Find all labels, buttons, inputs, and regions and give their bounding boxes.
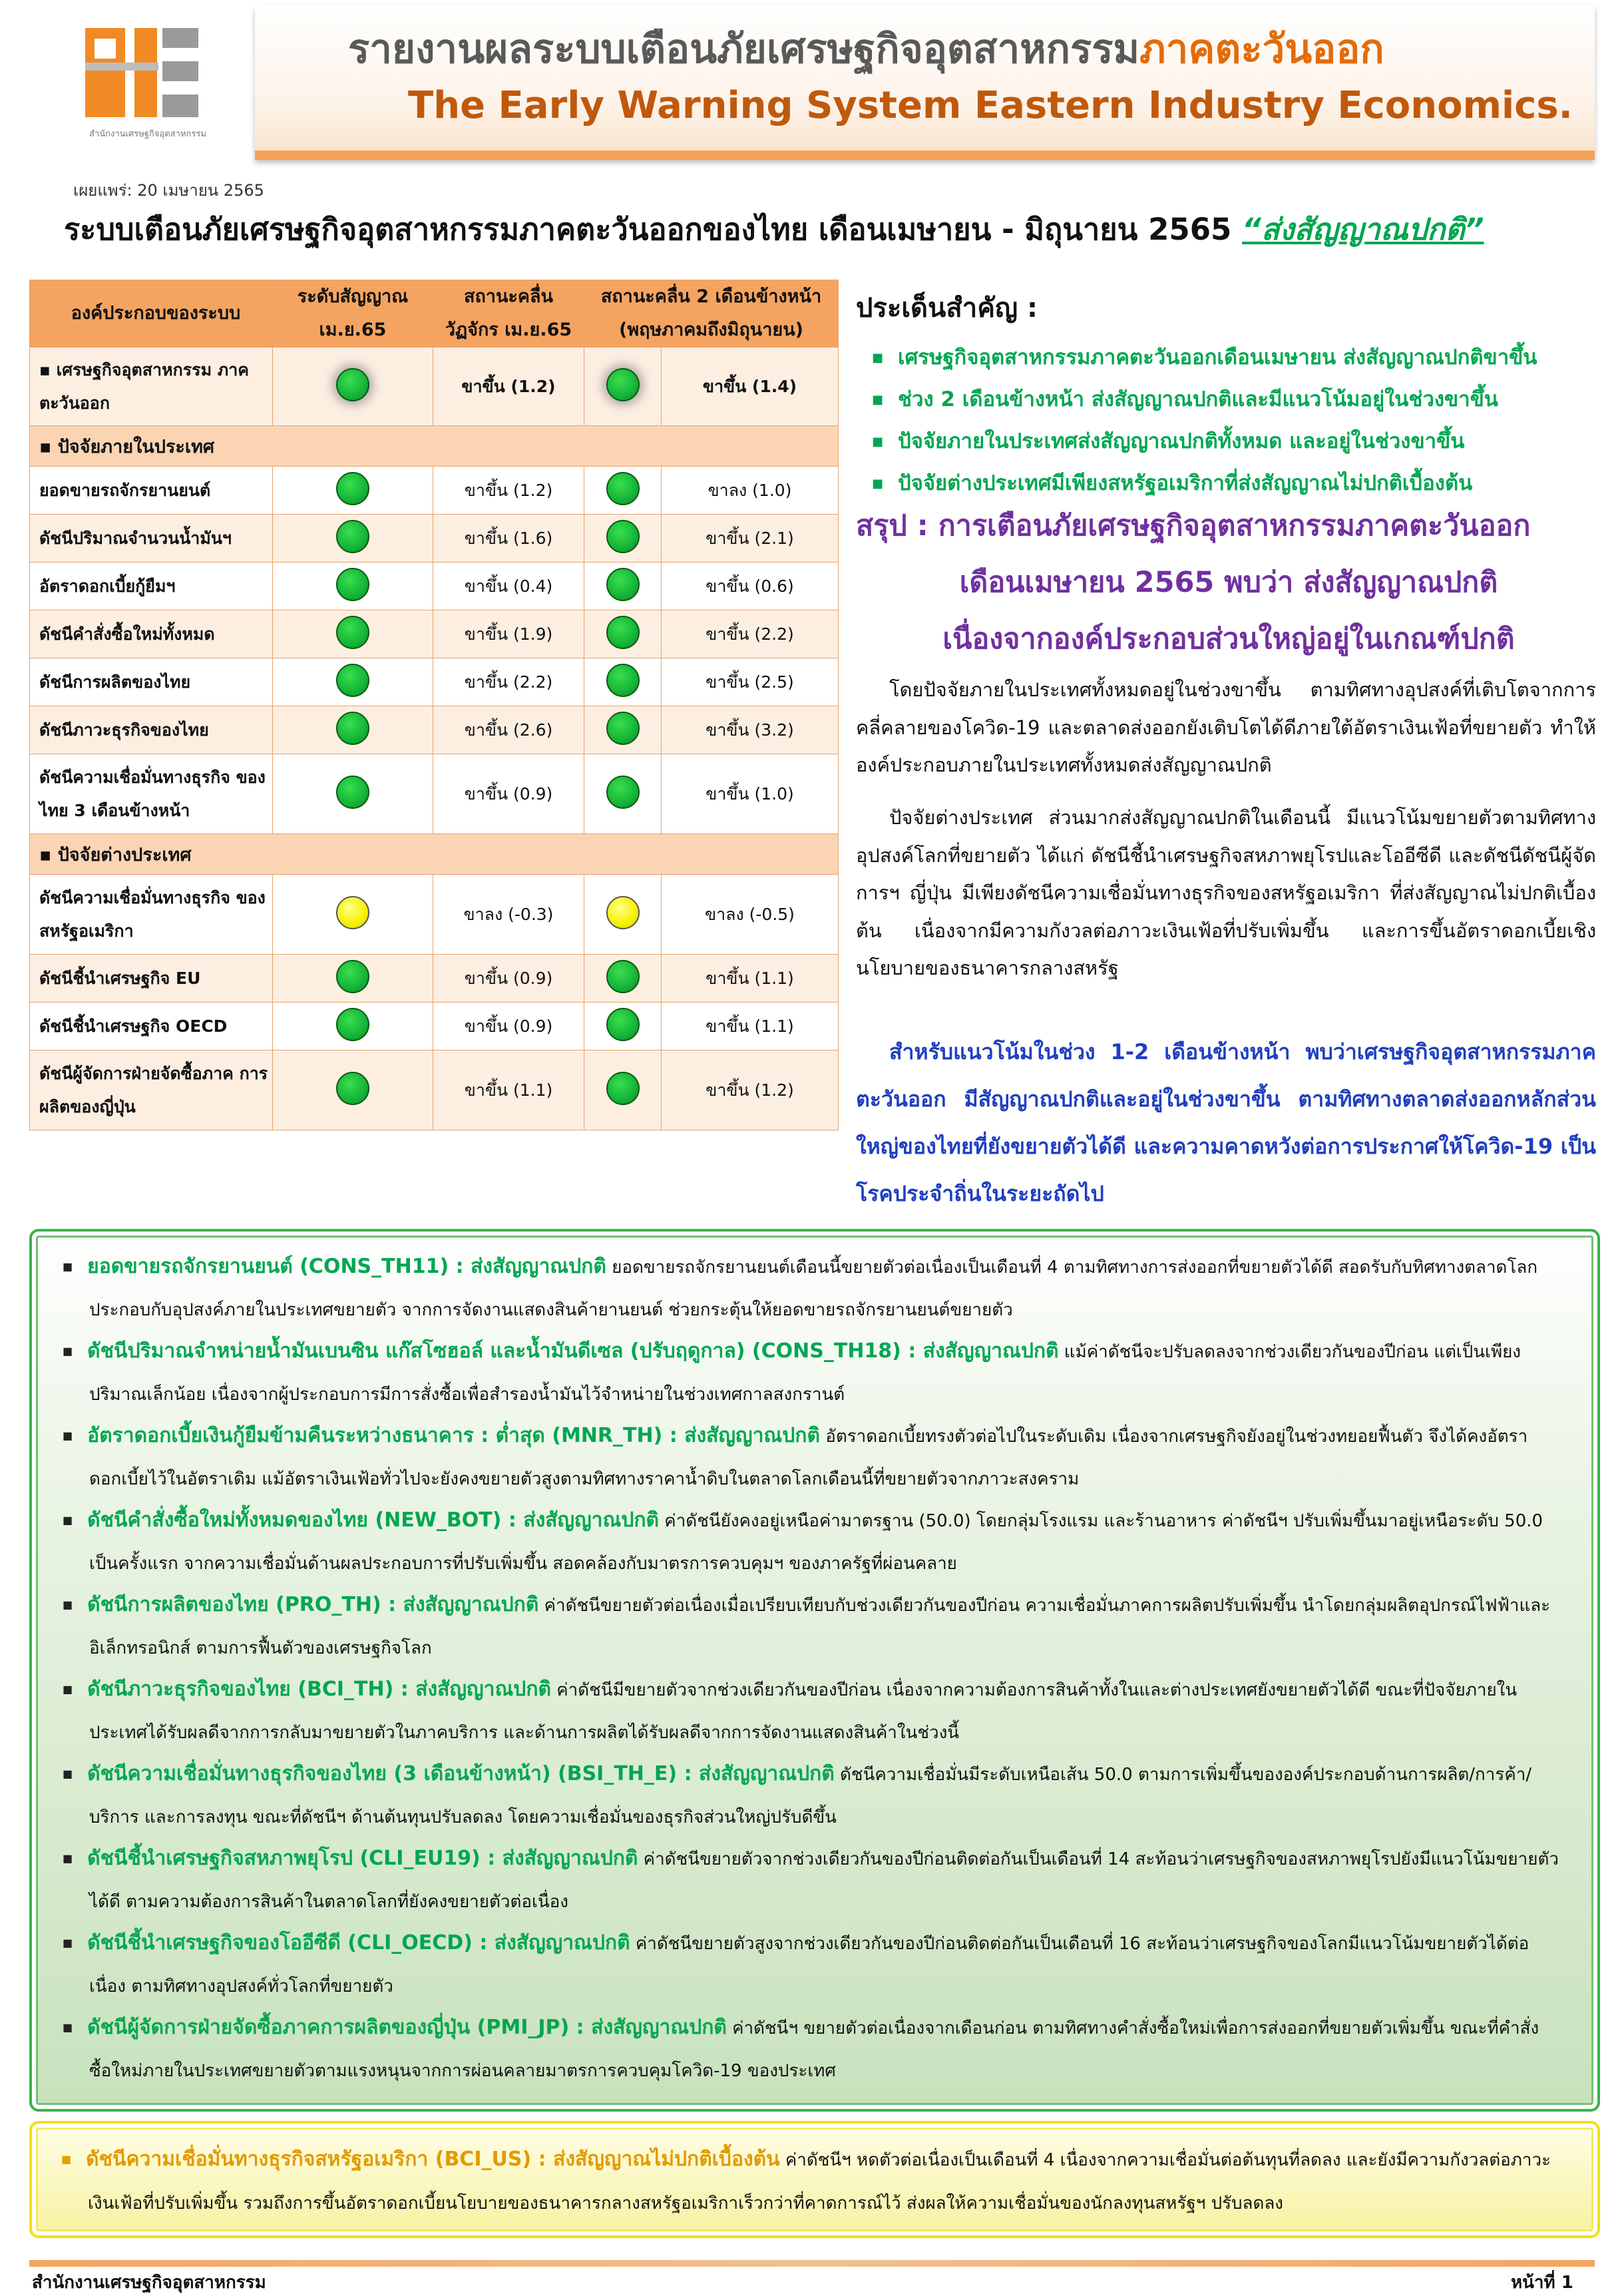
- green-signal-icon: [336, 368, 369, 401]
- signal-cell: [273, 754, 433, 834]
- detail-body: แม้ค่าดัชนีจะปรับลดลงจากช่วงเดียวกันของปีก่อน แต่เป็นเพียงปริมาณเล็กน้อย เนื่องจากผู้ประกอบการมีการสั่งซื้อเพื่อสำรองน้ำมันไว้จำหน่ายในช่วงเทศกาลสงกรานต์: [89, 1342, 1522, 1405]
- list-item: [63, 1415, 1560, 1500]
- title-thai: [348, 17, 1384, 81]
- domestic-rows: [30, 467, 839, 834]
- summary-line: สรุป : การเตือนภัยเศรษฐกิจอุตสาหกรรมภาคตะวันออก: [856, 509, 1531, 543]
- footer-org: สำนักงานเศรษฐกิจอุตสาหกรรม: [32, 2273, 266, 2293]
- next-cell: ขาขึ้น (1.0): [662, 754, 839, 834]
- signal-cell: [273, 467, 433, 515]
- warning-body: ค่าดัชนีฯ หดตัวต่อเนื่องเป็นเดือนที่ 4 เนื่องจากความเชื่อมั่นต่อต้นทุนที่ลดลง และยังมีความกังวลต่อภาวะเงินเฟ้อที่ปรับเพิ่มขึ้น รวมถึงการขึ้นอัตราดอกเบี้ยนโยบายของธนาคารกลางสหรัฐอเมริกาเร็วกว่าที่คาดการณ์ไว้ ส่งผลให้ความเชื่อมั่นของนักลงทุนสหรัฐฯ ปรับลดลง: [88, 2150, 1551, 2213]
- green-signal-icon: [336, 1072, 369, 1105]
- headline-status: “ส่งสัญญาณปกติ”: [1242, 212, 1484, 247]
- next-signal-cell: [584, 467, 662, 515]
- summary-line: เนื่องจากองค์ประกอบส่วนใหญ่อยู่ในเกณฑ์ปกติ: [942, 622, 1515, 656]
- detail-head: ดัชนีความเชื่อมั่นทางธุรกิจของไทย (3 เดือนข้างหน้า) (BSI_TH_E) : ส่งสัญญาณปกติ: [87, 1762, 835, 1785]
- next-signal-cell: [584, 515, 662, 563]
- publish-date: เผยแพร่: 20 เมษายน 2565: [73, 181, 264, 200]
- green-signal-icon: [606, 960, 640, 993]
- signal-cell: [273, 347, 433, 426]
- detail-body: อัตราดอกเบี้ยทรงตัวต่อไปในระดับเดิม เนื่องจากเศรษฐกิจยังอยู่ในช่วงทยอยฟื้นตัว จึงได้คงอัตราดอกเบี้ยไว้ในอัตราเดิม แม้อัตราเงินเฟ้อทั่วไปจะยังคงขยายตัวสูงตามทิศทางราคาน้ำดิบในตลาดโลกเดือนนี้ที่ขยายตัวจากภาวะสงคราม: [89, 1427, 1528, 1489]
- green-signal-icon: [336, 960, 369, 993]
- green-signal-icon: [606, 616, 640, 649]
- next-cell: ขาขึ้น (2.5): [662, 658, 839, 706]
- green-signal-icon: [336, 568, 369, 601]
- section-label: ▪ ปัจจัยภายในประเทศ: [30, 426, 839, 467]
- table-row: [30, 754, 839, 834]
- section-row-domestic: [30, 426, 839, 467]
- detail-body: ค่าดัชนีขยายตัวต่อเนื่องเมื่อเปรียบเทียบกับช่วงเดียวกันของปีก่อน ความเชื่อมั่นภาคการผลิตปรับเพิ่มขึ้น นำโดยกลุ่มผลิตอุปกรณ์ไฟฟ้าและอิเล็กทรอนิกส์ ตามการฟื้นตัวของเศรษฐกิจโลก: [89, 1596, 1551, 1658]
- cycle-cell: ขาขึ้น (0.4): [433, 563, 584, 610]
- summary-heading: [856, 498, 1601, 668]
- col-header-component: องค์ประกอบของระบบ: [30, 280, 273, 347]
- detail-head: ดัชนีผู้จัดการฝ่ายจัดซื้อภาคการผลิตของญี่ปุ่น (PMI_JP) : ส่งสัญญาณปกติ: [87, 2016, 727, 2039]
- list-item: [63, 1753, 1560, 1838]
- green-signal-icon: [606, 520, 640, 553]
- next-cell: ขาขึ้น (0.6): [662, 563, 839, 610]
- row-name: ดัชนีภาวะธุรกิจของไทย: [30, 706, 273, 754]
- detail-head: อัตราดอกเบี้ยเงินกู้ยืมข้ามคืนระหว่างธนาคาร : ต่ำสุด (MNR_TH) : ส่งสัญญาณปกติ: [87, 1424, 820, 1447]
- col-header-next: สถานะคลื่น 2 เดือนข้างหน้า (พฤษภาคมถึงมิถุนายน): [584, 280, 839, 347]
- detail-body: ดัชนีความเชื่อมั่นมีระดับเหนือเส้น 50.0 ตามการเพิ่มขึ้นขององค์ประกอบด้านการผลิต/การค้า/ บริการ และการลงทุน ขณะที่ดัชนีฯ ด้านต้นทุนปรับลดลง โดยความเชื่อมั่นของธุรกิจส่วนใหญ่ปรับดีขึ้น: [89, 1765, 1532, 1827]
- row-name: ดัชนีความเชื่อมั่นทางธุรกิจ ของสหรัฐอเมริกา: [30, 875, 273, 955]
- green-signal-icon: [336, 712, 369, 745]
- list-item: [63, 1584, 1560, 1669]
- green-signal-icon: [336, 616, 369, 649]
- signal-cell: [273, 875, 433, 955]
- next-signal-cell: [584, 1003, 662, 1050]
- row-name: ▪ เศรษฐกิจอุตสาหกรรม ภาคตะวันออก: [30, 347, 273, 426]
- detail-head: ดัชนีภาวะธุรกิจของไทย (BCI_TH) : ส่งสัญญาณปกติ: [87, 1678, 551, 1701]
- signal-cell: [273, 563, 433, 610]
- cycle-cell: ขาขึ้น (2.6): [433, 706, 584, 754]
- title-thai-suffix: ภาคตะวันออก: [1139, 26, 1384, 73]
- cycle-cell: ขาลง (-0.3): [433, 875, 584, 955]
- table-row: [30, 1050, 839, 1130]
- signal-cell: [273, 658, 433, 706]
- row-name: ดัชนีผู้จัดการฝ่ายจัดซื้อภาค การผลิตของญี่ปุ่น: [30, 1050, 273, 1130]
- list-item: [63, 1331, 1560, 1415]
- list-item: [63, 1246, 1560, 1331]
- green-signal-icon: [336, 776, 369, 809]
- next-signal-cell: [584, 706, 662, 754]
- key-points-list: [872, 338, 1604, 506]
- signal-cell: [273, 1050, 433, 1130]
- cycle-cell: ขาขึ้น (1.6): [433, 515, 584, 563]
- green-signal-icon: [606, 712, 640, 745]
- list-item: [63, 2007, 1560, 2092]
- green-signal-icon: [606, 568, 640, 601]
- cycle-cell: ขาขึ้น (1.2): [433, 467, 584, 515]
- next-cell: ขาขึ้น (1.4): [662, 347, 839, 426]
- details-list: [63, 1246, 1560, 2092]
- cycle-cell: ขาขึ้น (1.2): [433, 347, 584, 426]
- green-signal-icon: [606, 1072, 640, 1105]
- next-signal-cell: [584, 754, 662, 834]
- headline: [64, 205, 1484, 253]
- warning-head: ดัชนีความเชื่อมั่นทางธุรกิจสหรัฐอเมริกา (BCI_US) : ส่งสัญญาณไม่ปกติเบื้องต้น: [86, 2148, 780, 2171]
- next-cell: ขาลง (1.0): [662, 467, 839, 515]
- next-cell: ขาขึ้น (2.1): [662, 515, 839, 563]
- table-row: [30, 875, 839, 955]
- summary-line: เดือนเมษายน 2565 พบว่า ส่งสัญญาณปกติ: [959, 566, 1498, 599]
- list-item: ■ ปัจจัยภายในประเทศส่งสัญญาณปกติทั้งหมด และอยู่ในช่วงขาขึ้น: [872, 422, 1604, 464]
- detail-body: ค่าดัชนียังคงอยู่เหนือค่ามาตรฐาน (50.0) โดยกลุ่มโรงแรม และร้านอาหาร ค่าดัชนีฯ ปรับเพิ่มขึ้นมาอยู่เหนือระดับ 50.0 เป็นครั้งแรก จากความเชื่อมั่นด้านผลประกอบการที่ปรับเพิ่มขึ้น สอดคล้องกับมาตรการควบคุมฯ ของภาครัฐที่ผ่อนคลาย: [89, 1511, 1543, 1574]
- cycle-cell: ขาขึ้น (0.9): [433, 955, 584, 1003]
- next-cell: ขาลง (-0.5): [662, 875, 839, 955]
- signal-cell: [273, 610, 433, 658]
- row-name: ดัชนีชี้นำเศรษฐกิจ OECD: [30, 1003, 273, 1050]
- list-item: [63, 1500, 1560, 1584]
- next-signal-cell: [584, 875, 662, 955]
- table-row: [30, 610, 839, 658]
- green-signal-icon: [336, 472, 369, 505]
- green-signal-icon: [606, 664, 640, 697]
- next-signal-cell: [584, 347, 662, 426]
- detail-head: ยอดขายรถจักรยานยนต์ (CONS_TH11) : ส่งสัญญาณปกติ: [87, 1255, 606, 1278]
- list-item: ■ ช่วง 2 เดือนข้างหน้า ส่งสัญญาณปกติและมีแนวโน้มอยู่ในช่วงขาขึ้น: [872, 380, 1604, 422]
- cycle-cell: ขาขึ้น (2.2): [433, 658, 584, 706]
- title-english: The Early Warning System Eastern Industry Economics.: [408, 84, 1573, 127]
- detail-body: ค่าดัชนีมีขยายตัวจากช่วงเดียวกันของปีก่อน เนื่องจากความต้องการสินค้าทั้งในและต่างประเทศยังขยายตัวได้ดี ขณะที่ปัจจัยภายในประเทศได้รับผลดีจากการกลับมาขยายตัวในภาคบริการ และด้านการผลิตได้รับผลดีจากการจัดงานแสดงสินค้าในช่วงนี้: [89, 1680, 1518, 1743]
- detail-body: ค่าดัชนีขยายตัวสูงจากช่วงเดียวกันของปีก่อนติดต่อกันเป็นเดือนที่ 16 สะท้อนว่าเศรษฐกิจของโลกมีแนวโน้มขยายตัวได้ต่อเนื่อง ตามทิศทางอุปสงค์ทั่วโลกที่ขยายตัว: [89, 1934, 1529, 1996]
- foreign-rows: [30, 875, 839, 1130]
- detail-head: ดัชนีชี้นำเศรษฐกิจของโออีซีดี (CLI_OECD) : ส่งสัญญาณปกติ: [87, 1931, 630, 1954]
- row-name: ดัชนีการผลิตของไทย: [30, 658, 273, 706]
- cycle-cell: ขาขึ้น (1.1): [433, 1050, 584, 1130]
- footer-divider: [29, 2260, 1595, 2267]
- detail-head: ดัชนีคำสั่งซื้อใหม่ทั้งหมดของไทย (NEW_BOT) : ส่งสัญญาณปกติ: [87, 1508, 660, 1532]
- green-signal-icon: [606, 776, 640, 809]
- row-name: ดัชนีความเชื่อมั่นทางธุรกิจ ของไทย 3 เดือนข้างหน้า: [30, 754, 273, 834]
- indicator-table: [29, 280, 839, 1130]
- list-item: ■ เศรษฐกิจอุตสาหกรรมภาคตะวันออกเดือนเมษายน ส่งสัญญาณปกติขาขึ้น: [872, 338, 1604, 380]
- green-signal-icon: [336, 1008, 369, 1041]
- title-banner: [255, 5, 1595, 160]
- detail-body: ค่าดัชนีฯ ขยายตัวต่อเนื่องจากเดือนก่อน ตามทิศทางคำสั่งซื้อใหม่เพื่อการส่งออกที่ขยายตัวเพิ่มขึ้น ขณะที่คำสั่งซื้อใหม่ภายในประเทศขยายตัวตามแรงหนุนจากการผ่อนคลายมาตรการควบคุมโควิด-19 ของประเทศ: [89, 2018, 1539, 2081]
- cycle-cell: ขาขึ้น (1.9): [433, 610, 584, 658]
- table-row: [30, 515, 839, 563]
- row-name: อัตราดอกเบี้ยกู้ยืมฯ: [30, 563, 273, 610]
- table-row: [30, 467, 839, 515]
- next-cell: ขาขึ้น (1.1): [662, 1003, 839, 1050]
- next-signal-cell: [584, 955, 662, 1003]
- row-name: ยอดขายรถจักรยานยนต์: [30, 467, 273, 515]
- signal-cell: [273, 706, 433, 754]
- col-header-signal: ระดับสัญญาณ เม.ย.65: [273, 280, 433, 347]
- oie-logo: [35, 8, 251, 156]
- next-signal-cell: [584, 658, 662, 706]
- summary-paragraph: โดยปัจจัยภายในประเทศทั้งหมดอยู่ในช่วงขาขึ้น ตามทิศทางอุปสงค์ที่เติบโตจากการคลี่คลายของโควิด-19 และตลาดส่งออกยังเติบโตได้ดีภายใต้อัตราเงินเฟ้อที่ขยายตัว ทำให้องค์ประกอบภายในประเทศทั้งหมดส่งสัญญาณปกติ: [856, 678, 1596, 776]
- table-row: [30, 955, 839, 1003]
- key-points-title: ประเด็นสำคัญ :: [856, 293, 1038, 324]
- warning-box: [29, 2121, 1600, 2238]
- row-name: ดัชนีชี้นำเศรษฐกิจ EU: [30, 955, 273, 1003]
- next-cell: ขาขึ้น (2.2): [662, 610, 839, 658]
- details-box: [29, 1229, 1600, 2112]
- table-row: [30, 658, 839, 706]
- detail-head: ดัชนีการผลิตของไทย (PRO_TH) : ส่งสัญญาณปกติ: [87, 1593, 539, 1616]
- green-signal-icon: [336, 520, 369, 553]
- list-item: [63, 1669, 1560, 1753]
- section-row-foreign: [30, 834, 839, 875]
- cycle-cell: ขาขึ้น (0.9): [433, 1003, 584, 1050]
- yellow-signal-icon: [336, 896, 369, 929]
- warning-list: [61, 2138, 1559, 2225]
- green-signal-icon: [606, 472, 640, 505]
- table-header-row: [30, 280, 839, 347]
- headline-text: ระบบเตือนภัยเศรษฐกิจอุตสาหกรรมภาคตะวันออกของไทย เดือนเมษายน - มิถุนายน 2565: [64, 212, 1243, 247]
- outlook-paragraph: สำหรับแนวโน้มในช่วง 1-2 เดือนข้างหน้า พบว่าเศรษฐกิจอุตสาหกรรมภาคตะวันออก มีสัญญาณปกติและอยู่ในช่วงขาขึ้น ตามทิศทางตลาดส่งออกหลักส่วนใหญ่ของไทยที่ยังขยายตัวได้ดี และความคาดหวังต่อการประกาศให้โควิด-19 เป็นโรคประจำถิ่นในระยะถัดไป: [856, 1039, 1596, 1206]
- next-signal-cell: [584, 563, 662, 610]
- green-signal-icon: [606, 1008, 640, 1041]
- row-name: ดัชนีปริมาณจำนวนน้ำมันฯ: [30, 515, 273, 563]
- signal-cell: [273, 955, 433, 1003]
- list-item: [63, 1838, 1560, 1923]
- table-row: [30, 563, 839, 610]
- col-header-cycle: สถานะคลื่น วัฏจักร เม.ย.65: [433, 280, 584, 347]
- next-cell: ขาขึ้น (1.1): [662, 955, 839, 1003]
- row-name: ดัชนีคำสั่งซื้อใหม่ทั้งหมด: [30, 610, 273, 658]
- yellow-signal-icon: [606, 896, 640, 929]
- next-cell: ขาขึ้น (3.2): [662, 706, 839, 754]
- detail-body: ยอดขายรถจักรยานยนต์เดือนนี้ขยายตัวต่อเนื่องเป็นเดือนที่ 4 ตามทิศทางการส่งออกที่ขยายตัวได้ดี สอดรับกับทิศทางตลาดโลกประกอบกับอุปสงค์ภายในประเทศขยายตัว จากการจัดงานแสดงสินค้ายานยนต์ ช่วยกระตุ้นให้ยอดขายรถจักรยานยนต์ขยายตัว: [89, 1258, 1538, 1320]
- detail-body: ค่าดัชนีขยายตัวจากช่วงเดียวกันของปีก่อนติดต่อกันเป็นเดือนที่ 14 สะท้อนว่าเศรษฐกิจของสหภาพยุโรปยังมีแนวโน้มขยายตัวได้ดี ตามความต้องการสินค้าในตลาดโลกที่ยังคงขยายตัวต่อเนื่อง: [89, 1849, 1559, 1912]
- table-row: [30, 1003, 839, 1050]
- green-signal-icon: [336, 664, 369, 697]
- detail-head: ดัชนีชี้นำเศรษฐกิจสหภาพยุโรป (CLI_EU19) : ส่งสัญญาณปกติ: [87, 1847, 638, 1870]
- green-signal-icon: [606, 368, 640, 401]
- logo-caption: สำนักงานเศรษฐกิจอุตสาหกรรม: [89, 129, 206, 139]
- page-number: หน้าที่ 1: [1511, 2273, 1573, 2293]
- section-label: ▪ ปัจจัยต่างประเทศ: [30, 834, 839, 875]
- signal-cell: [273, 1003, 433, 1050]
- title-thai-prefix: รายงานผลระบบเตือนภัยเศรษฐกิจอุตสาหกรรม: [348, 26, 1140, 73]
- next-signal-cell: [584, 610, 662, 658]
- signal-cell: [273, 515, 433, 563]
- table-row: [30, 347, 839, 426]
- list-item: [63, 1923, 1560, 2007]
- next-cell: ขาขึ้น (1.2): [662, 1050, 839, 1130]
- oie-logo-icon: [83, 23, 201, 122]
- next-signal-cell: [584, 1050, 662, 1130]
- table-row: [30, 706, 839, 754]
- list-item: ■ ปัจจัยต่างประเทศมีเพียงสหรัฐอเมริกาที่ส่งสัญญาณไม่ปกติเบื้องต้น: [872, 464, 1604, 506]
- detail-head: ดัชนีปริมาณจำหน่ายน้ำมันเบนซิน แก๊สโซฮอล์ และน้ำมันดีเซล (ปรับฤดูกาล) (CONS_TH18) : ส่งสัญญาณปกติ: [87, 1339, 1059, 1363]
- cycle-cell: ขาขึ้น (0.9): [433, 754, 584, 834]
- list-item: [61, 2138, 1559, 2225]
- summary-paragraph: ปัจจัยต่างประเทศ ส่วนมากส่งสัญญาณปกติในเดือนนี้ มีแนวโน้มขยายตัวตามทิศทางอุปสงค์โลกที่ขยายตัว ได้แก่ ดัชนีชี้นำเศรษฐกิจสหภาพยุโรปและโออีซีดี และดัชนีดัชนีผู้จัดการฯ ญี่ปุ่น มีเพียงดัชนีความเชื่อมั่นทางธุรกิจของสหรัฐอเมริกา ที่ส่งสัญญาณไม่ปกติเบื้องต้น เนื่องจากมีความกังวลต่อภาวะเงินเฟ้อที่ปรับเพิ่มขึ้น และการขึ้นอัตราดอกเบี้ยเชิงนโยบายของธนาคารกลางสหรัฐ: [856, 806, 1596, 979]
